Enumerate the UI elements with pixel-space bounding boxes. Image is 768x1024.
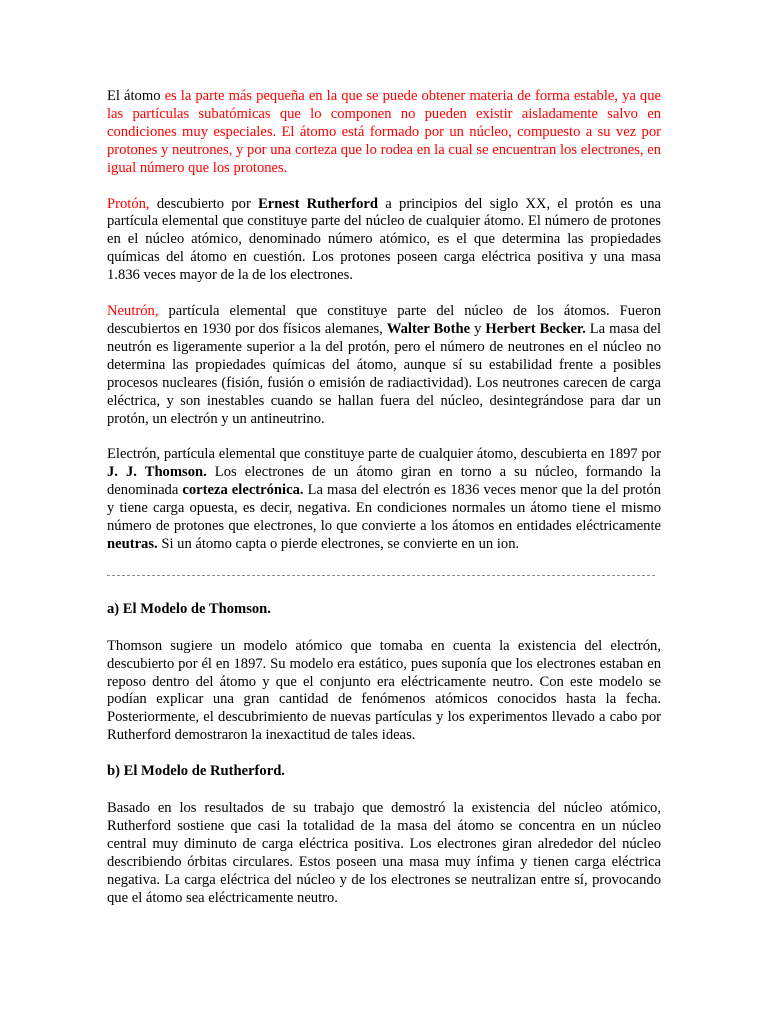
electron-discoverer: J. J. Thomson. <box>107 464 207 481</box>
electron-term-corteza: corteza electrónica. <box>182 482 304 499</box>
proton-paragraph: Protón, descubierto por Ernest Rutherford a principios del siglo XX, el protón es una partícula elemental que constituye parte del núcleo de cualquier átomo. El número de protones en el núcleo atómico, denominado número atómico, es el que determina las propiedades químicas del átomo en cuestión. Los protones poseen carga eléctrica positiva y una masa 1.836 veces mayor de la de los electrones. <box>107 195 661 284</box>
intro-highlight: es la parte más pequeña en la que se puede obtener materia de forma estable, ya que las partículas subatómicas que lo componen no pueden existir aisladamente salvo en condiciones muy especiales. El átomo está formado por un núcleo, compuesto a su vez por protones y neutrones, y por una corteza que lo rodea en la cual se encuentran los electrones, en igual número que los protones. <box>107 88 661 176</box>
document-page <box>107 88 661 908</box>
proton-term: Protón, <box>107 195 150 212</box>
electron-term-neutras: neutras. <box>107 535 158 552</box>
section-divider <box>107 575 655 576</box>
neutron-discoverer-1: Walter Bothe <box>386 320 471 337</box>
thomson-heading: a) El Modelo de Thomson. <box>107 600 271 617</box>
intro-paragraph <box>107 88 661 178</box>
thomson-paragraph: Thomson sugiere un modelo atómico que tomaba en cuenta la existencia del electrón, descubierto por él en 1897. Su modelo era estático, pues suponía que los electrones estaban en reposo dentro del átomo y que el conjunto era eléctricamente neutro. Con este modelo se podían explicar una gran cantidad de fenómenos atómicos conocidos hasta la fecha. Posteriormente, el descubrimiento de nuevas partículas y los experimentos llevado a cabo por Rutherford demostraron la inexactitud de tales ideas. <box>107 637 661 744</box>
neutron-paragraph: Neutrón, partícula elemental que constituye parte del núcleo de los átomos. Fueron descubiertos en 1930 por dos físicos alemanes, Walter Bothe y Herbert Becker. La masa del neutrón es ligeramente superior a la del protón, pero el número de neutrones en el núcleo no determina las propiedades químicas del átomo, aunque sí su estabilidad frente a posibles procesos nucleares (fisión, fusión o emisión de radiactividad). Los neutrones carecen de carga eléctrica, y son inestables cuando se hallan fuera del núcleo, desintegrándose para dar un protón, un electrón y un antineutrino. <box>107 303 661 427</box>
rutherford-heading: b) El Modelo de Rutherford. <box>107 763 285 780</box>
intro-lead: El átomo <box>107 88 165 104</box>
proton-discoverer: Ernest Rutherford <box>258 195 379 212</box>
electron-paragraph: Electrón, partícula elemental que constituye parte de cualquier átomo, descubierta en 1897 por J. J. Thomson. Los electrones de un átomo giran en torno a su núcleo, formando la denominada corteza electrónica. La masa del electrón es 1836 veces menor que la del protón y tiene carga opuesta, es decir, negativa. En condiciones normales un átomo tiene el mismo número de protones que electrones, lo que convierte a los átomos en entidades eléctricamente neutras. Si un átomo capta o pierde electrones, se convierte en un ion. <box>107 446 662 552</box>
neutron-term: Neutrón, <box>107 303 159 320</box>
rutherford-paragraph: Basado en los resultados de su trabajo que demostró la existencia del núcleo atómico, Rutherford sostiene que casi la totalidad de la masa del átomo se concentra en un núcleo central muy diminuto de carga eléctrica positiva. Los electrones giran alrededor del núcleo describiendo órbitas circulares. Estos poseen una masa muy ínfima y tienen carga eléctrica negativa. La carga eléctrica del núcleo y de los electrones se neutralizan entre sí, provocando que el átomo sea eléctricamente neutro. <box>107 800 661 906</box>
neutron-discoverer-2: Herbert Becker. <box>485 320 586 337</box>
